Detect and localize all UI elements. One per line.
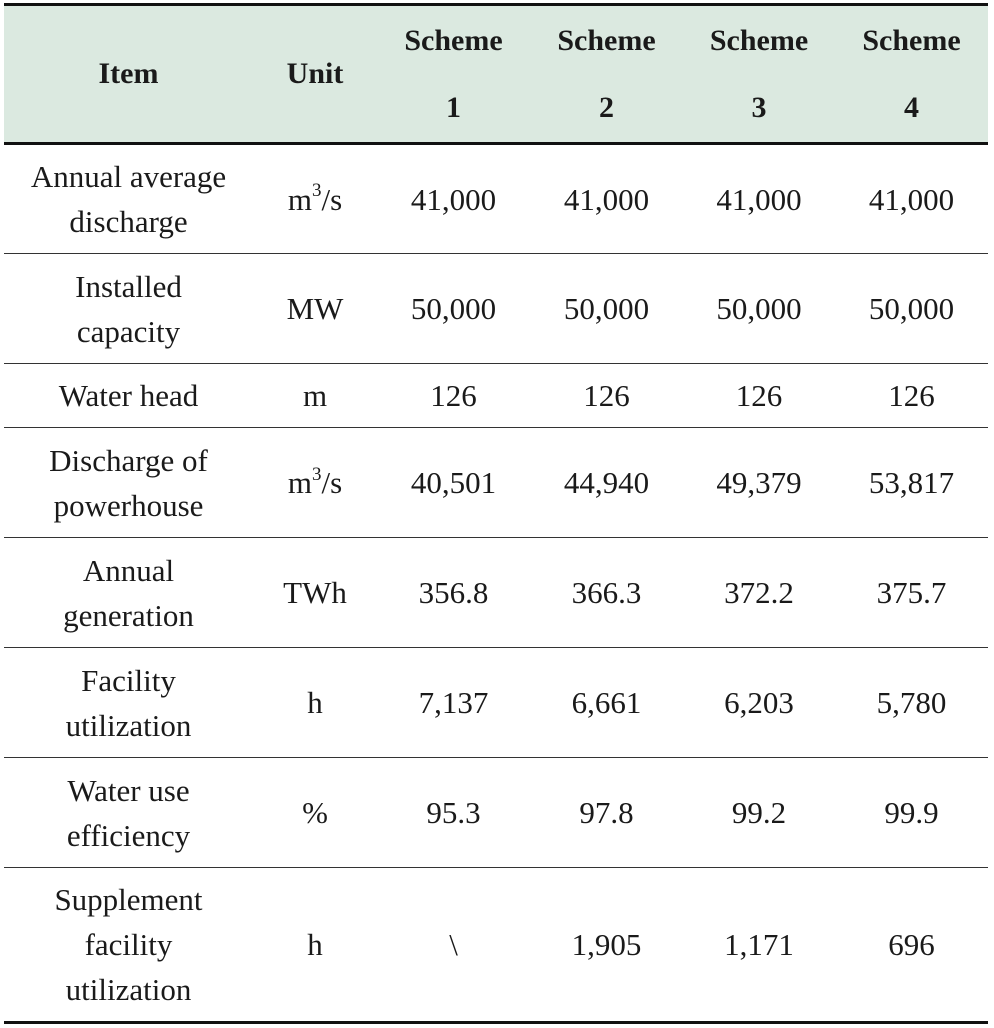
header-scheme-number: 2	[599, 90, 614, 124]
unit-suffix: /s	[321, 465, 343, 500]
unit-suffix: /s	[321, 181, 343, 217]
item-label: Facility utilization	[65, 662, 192, 743]
cell-scheme-4-value: 696	[888, 927, 935, 962]
table-row	[4, 364, 988, 428]
item-label: Discharge of powerhouse	[49, 442, 208, 523]
cell-scheme-1-value: 95.3	[426, 795, 481, 830]
table-body	[4, 144, 988, 1023]
cell-scheme-3-value: 50,000	[716, 291, 802, 326]
header-scheme-4	[835, 5, 988, 144]
cell-item	[4, 648, 253, 758]
cell-item	[4, 254, 253, 364]
unit-base: m	[287, 181, 312, 217]
cell-scheme-2-value: 1,905	[571, 927, 642, 962]
cell-scheme-1-value: 126	[430, 378, 477, 413]
scheme-comparison-table	[4, 3, 988, 1024]
item-label: Installed capacity	[75, 268, 182, 349]
cell-scheme-2-value: 6,661	[571, 685, 642, 720]
cell-scheme-3-value: 1,171	[724, 927, 794, 962]
cell-unit	[253, 648, 377, 758]
cell-scheme-4-value: 41,000	[868, 181, 955, 217]
cell-scheme-4-value: 375.7	[876, 575, 947, 610]
table-row	[4, 428, 988, 538]
unit-superscript: 3	[311, 463, 322, 485]
header-scheme-label: Scheme	[557, 23, 656, 57]
header-scheme-1	[377, 5, 530, 144]
cell-unit	[253, 364, 377, 428]
header-scheme-number: 3	[751, 90, 767, 124]
header-scheme-label: Scheme	[709, 23, 809, 57]
item-label: Annual average discharge	[30, 159, 227, 239]
cell-scheme-1-value: 50,000	[410, 291, 497, 326]
cell-unit	[253, 428, 377, 538]
cell-item	[4, 538, 253, 648]
header-unit: Unit	[286, 57, 344, 90]
cell-scheme-3-value: 99.2	[731, 795, 787, 830]
header-scheme-number: 4	[904, 90, 919, 124]
cell-scheme-2-value: 44,940	[563, 465, 650, 500]
unit-superscript: 3	[311, 180, 322, 202]
cell-scheme-2-value: 126	[583, 378, 630, 413]
unit-base: h	[307, 927, 323, 962]
unit-base: %	[302, 795, 328, 830]
table-row	[4, 144, 988, 254]
unit-base: MW	[286, 291, 344, 326]
table-row	[4, 254, 988, 364]
unit-base: TWh	[283, 575, 347, 610]
cell-scheme-4-value: 126	[888, 378, 935, 413]
cell-scheme-3-value: 372.2	[724, 575, 794, 610]
cell-scheme-1-value: 7,137	[418, 685, 489, 720]
cell-scheme-1-value: 356.8	[418, 575, 489, 610]
cell-unit	[253, 538, 377, 648]
table-row	[4, 758, 988, 868]
table-row	[4, 648, 988, 758]
cell-scheme-3-value: 41,000	[716, 181, 802, 217]
cell-unit	[253, 144, 377, 254]
cell-unit	[253, 254, 377, 364]
cell-item	[4, 868, 253, 1023]
cell-scheme-1-value: 40,501	[410, 465, 497, 500]
header-scheme-label: Scheme	[862, 23, 961, 57]
item-label: Supplement facility utilization	[54, 882, 203, 1007]
cell-scheme-2-value: 97.8	[579, 795, 634, 830]
table-row	[4, 868, 988, 1023]
cell-scheme-2-value: 41,000	[563, 181, 650, 217]
cell-scheme-2-value: 366.3	[571, 575, 642, 610]
cell-scheme-4-value: 53,817	[868, 465, 955, 500]
cell-scheme-4-value: 50,000	[868, 291, 955, 326]
cell-scheme-3-value: 49,379	[716, 465, 802, 500]
item-label: Water head	[58, 378, 199, 413]
item-label: Annual generation	[63, 552, 194, 633]
header-scheme-2	[530, 5, 683, 144]
cell-unit	[253, 758, 377, 868]
header-scheme-number: 1	[446, 90, 461, 124]
header-scheme-label: Scheme	[404, 23, 503, 57]
table-row	[4, 538, 988, 648]
cell-item	[4, 144, 253, 254]
cell-item	[4, 428, 253, 538]
unit-base: m	[287, 465, 312, 500]
item-label: Water use efficiency	[66, 772, 191, 853]
cell-scheme-4-value: 99.9	[884, 795, 939, 830]
cell-scheme-3-value: 6,203	[724, 685, 794, 720]
cell-item	[4, 364, 253, 428]
header-item: Item	[98, 57, 159, 90]
unit-base: m	[302, 378, 328, 413]
cell-item	[4, 758, 253, 868]
unit-base: h	[307, 685, 323, 720]
table-header	[4, 5, 988, 144]
cell-scheme-4-value: 5,780	[876, 685, 947, 720]
cell-unit	[253, 868, 377, 1023]
header-row	[4, 5, 988, 144]
cell-scheme-1-value: 41,000	[410, 181, 497, 217]
cell-scheme-1-value: \	[449, 927, 458, 962]
header-scheme-3	[683, 5, 835, 144]
cell-scheme-3-value: 126	[735, 378, 783, 413]
cell-scheme-2-value: 50,000	[563, 291, 650, 326]
